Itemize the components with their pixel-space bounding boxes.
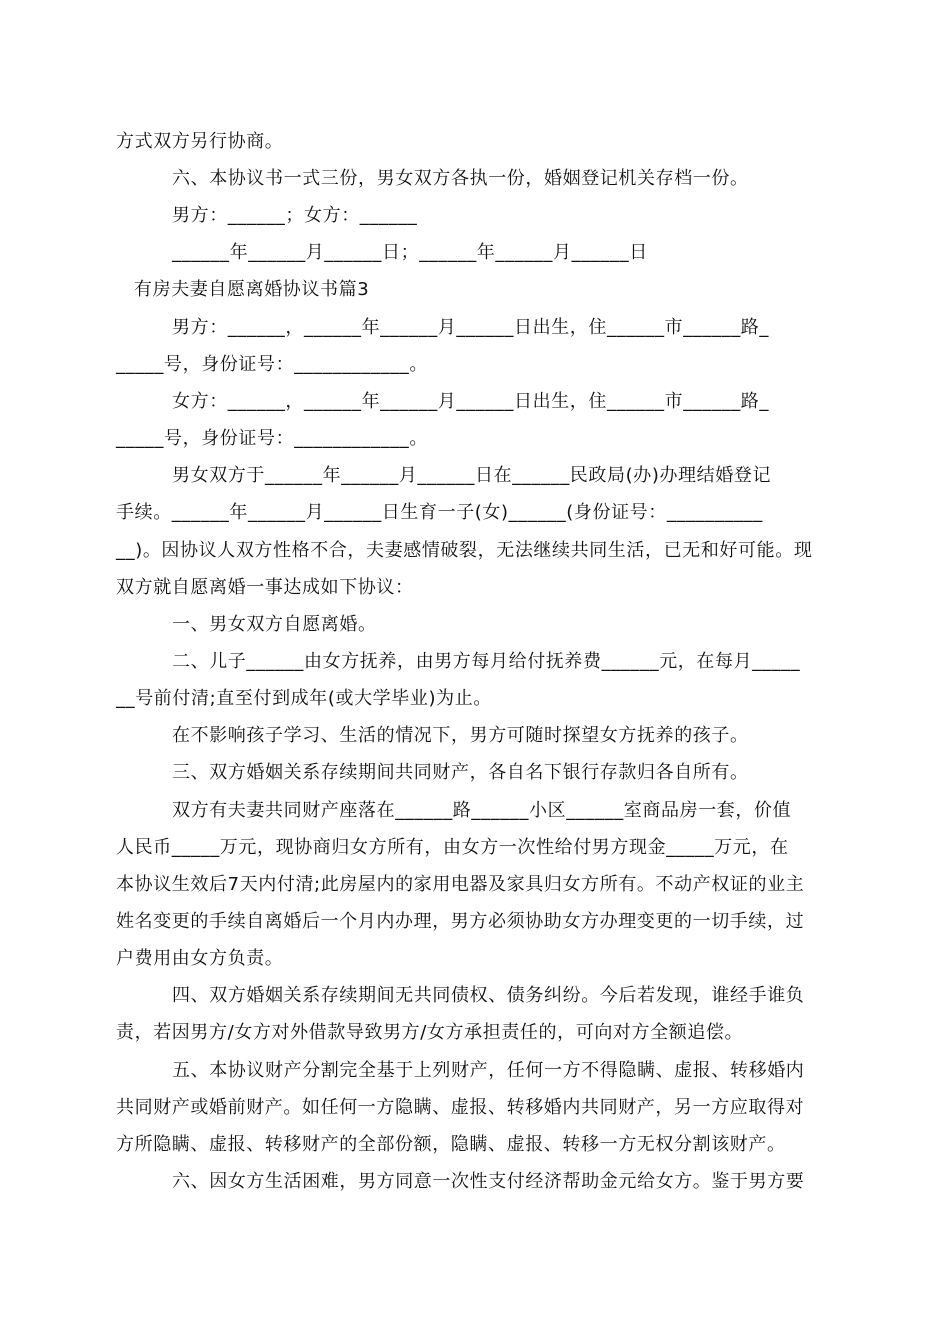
text-line: _____号，身份证号：____________。 [116, 428, 428, 449]
text-line: 在不影响孩子学习、生活的情况下，男方可随时探望女方抚养的孩子。 [172, 725, 749, 746]
text-line: __)。因协议人双方性格不合，夫妻感情破裂，无法继续共同生活，已无和好可能。现 [116, 540, 813, 561]
text-line: 责，若因男方/女方对外借款导致男方/女方承担责任的，可向对方全额追偿。 [116, 1022, 744, 1043]
text-line: 双方有夫妻共同财产座落在______路______小区______室商品房一套，价值 [172, 800, 792, 821]
text-line: ______年______月______日；______年______月______日 [172, 242, 648, 263]
text-line: 共同财产或婚前财产。如任何一方隐瞒、虚报、转移婚内共同财产，另一方应取得对 [116, 1097, 805, 1118]
text-line: 姓名变更的手续自离婚后一个月内办理，男方必须协助女方办理变更的一切手续，过 [116, 911, 805, 932]
section-title: 有房夫妻自愿离婚协议书篇3 [134, 279, 370, 300]
text-line: 方式双方另行协商。 [116, 131, 284, 152]
text-line: 五、本协议财产分割完全基于上列财产，任何一方不得隐瞒、虚报、转移婚内 [172, 1060, 805, 1081]
text-line: 本协议生效后7天内付清;此房屋内的家用电器及家具归女方所有。不动产权证的业主 [116, 874, 805, 895]
text-line: 男方：______；女方：______ [172, 205, 418, 226]
text-line: 男方：______，______年______月______日出生，住______市______路_ [172, 317, 769, 338]
text-line: __号前付清;直至付到成年(或大学毕业)为止。 [116, 688, 492, 709]
text-line: 一、男女双方自愿离婚。 [172, 614, 377, 635]
text-line: 女方：______，______年______月______日出生，住______市______路_ [172, 391, 769, 412]
text-line: 双方就自愿离婚一事达成如下协议： [116, 577, 414, 598]
text-line: 户费用由女方负责。 [116, 948, 284, 969]
text-line: 四、双方婚姻关系存续期间无共同债权、债务纠纷。今后若发现，谁经手谁负 [172, 985, 805, 1006]
text-line: 人民币_____万元，现协商归女方所有，由女方一次性给付男方现金_____万元，在 [116, 837, 789, 858]
text-line: 手续。______年______月______日生育一子(女)______(身份证号：__________ [116, 502, 763, 523]
text-line: _____号，身份证号：____________。 [116, 354, 428, 375]
text-line: 二、儿子______由女方抚养，由男方每月给付抚养费______元，在每月_____ [172, 651, 801, 672]
text-line: 男女双方于______年______月______日在______民政局(办)办理结婚登记 [172, 465, 772, 486]
text-line: 六、本协议书一式三份，男女双方各执一份，婚姻登记机关存档一份。 [172, 168, 749, 189]
text-line: 方所隐瞒、虚报、转移财产的全部份额，隐瞒、虚报、转移一方无权分割该财产。 [116, 1134, 786, 1155]
text-line: 三、双方婚姻关系存续期间共同财产，各自名下银行存款归各自所有。 [172, 762, 749, 783]
text-line: 六、因女方生活困难，男方同意一次性支付经济帮助金元给女方。鉴于男方要 [172, 1171, 805, 1192]
